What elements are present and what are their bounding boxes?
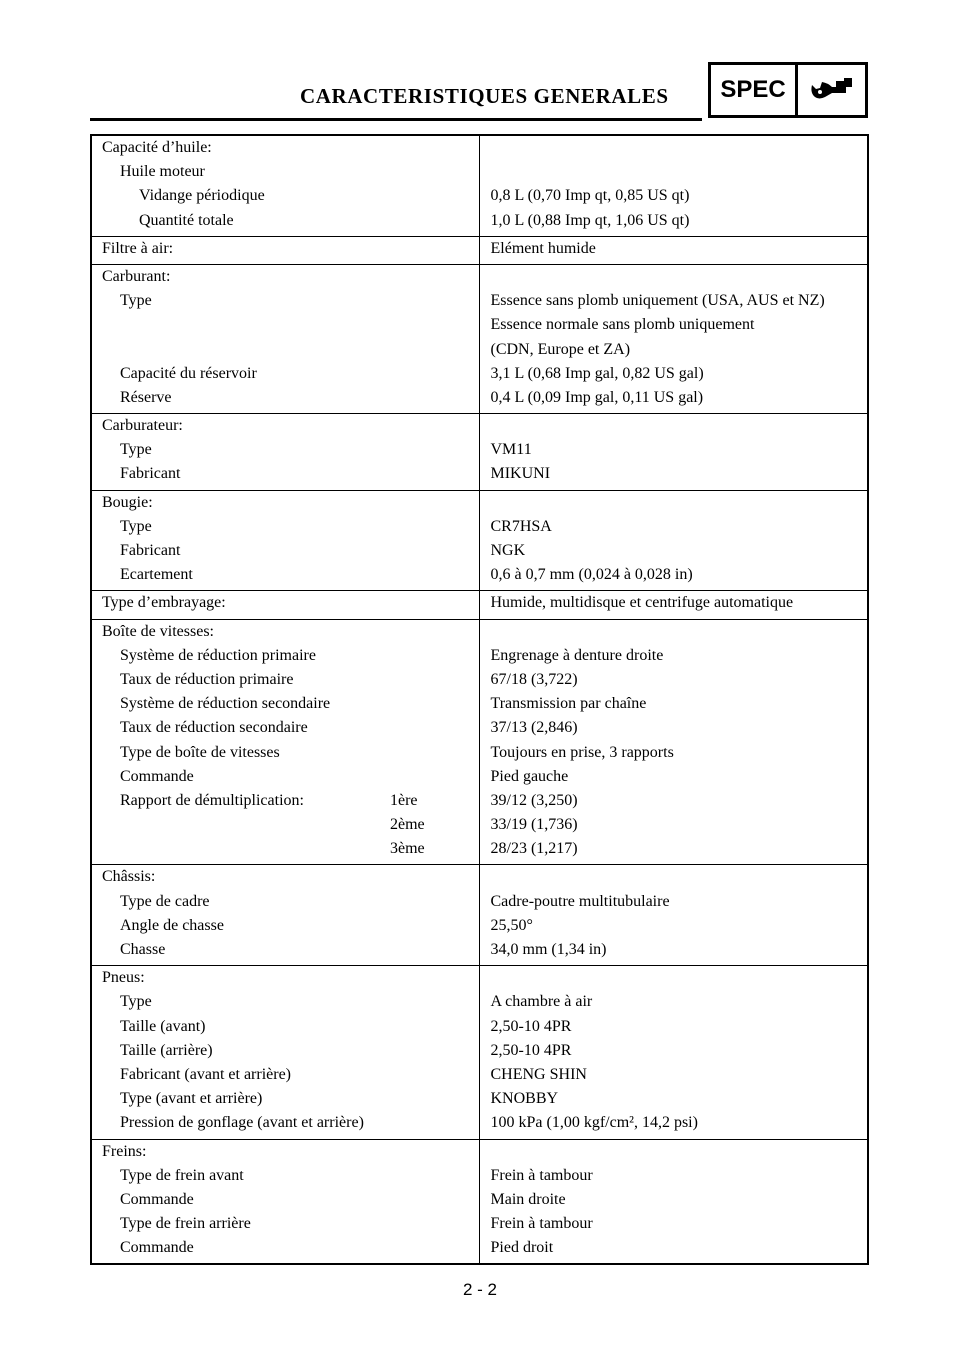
- spec-label: [92, 890, 479, 914]
- wrench-icon: [798, 65, 865, 115]
- spec-section: [91, 1139, 868, 1264]
- spec-value: 2,50-10 4PR: [490, 1041, 572, 1059]
- spec-label-text: Type de frein avant: [120, 1166, 244, 1184]
- spec-label-text: Système de réduction primaire: [120, 646, 316, 664]
- spec-label-text: Capacité du réservoir: [120, 364, 257, 382]
- spec-label-text: Fabricant: [120, 542, 181, 559]
- header-rule: [90, 118, 702, 121]
- spec-section: [91, 414, 868, 491]
- spec-section: [91, 619, 868, 865]
- spec-label-text: Taux de réduction secondaire: [120, 719, 308, 737]
- spec-label: [92, 716, 479, 740]
- spec-label-text: Quantité totale: [139, 211, 234, 229]
- spec-value: 25,50°: [490, 916, 533, 934]
- spec-label-text: Type: [120, 517, 152, 535]
- spec-label-text: Châssis:: [102, 868, 156, 886]
- spec-value: Humide, multidisque et centrifuge automatique: [490, 594, 794, 612]
- spec-value-cell: [479, 490, 868, 591]
- spec-badge: [708, 62, 868, 118]
- spec-section: [91, 264, 868, 413]
- spec-label-cell: [91, 490, 479, 591]
- spec-label: [92, 1063, 479, 1087]
- spec-section: [91, 966, 868, 1139]
- spec-label: [92, 1111, 479, 1135]
- spec-label-cell: [91, 264, 479, 413]
- spec-label-text: Boîte de vitesses:: [102, 622, 214, 640]
- spec-value: Essence sans plomb uniquement (USA, AUS et NZ): [490, 292, 825, 310]
- spec-label-text: Réserve: [120, 388, 172, 406]
- spec-label: [92, 438, 479, 462]
- spec-label: [92, 692, 479, 716]
- spec-label: [92, 462, 479, 486]
- spec-label-text: Taille (avant): [120, 1017, 206, 1035]
- spec-label: [92, 990, 479, 1014]
- spec-value: [480, 414, 868, 438]
- gear-label: 2ème: [390, 816, 425, 834]
- spec-value: CHENG SHIN: [490, 1065, 587, 1083]
- spec-label-text: Commande: [120, 767, 194, 785]
- spec-label-text: Type: [120, 441, 152, 459]
- spec-value: VM11: [490, 441, 532, 459]
- spec-label: [92, 386, 479, 410]
- spec-value: KNOBBY: [490, 1090, 559, 1108]
- spec-value-cell: [479, 236, 868, 264]
- spec-label-text: Type de cadre: [120, 892, 210, 910]
- spec-section: [91, 865, 868, 966]
- spec-label-text: Vidange périodique: [139, 187, 265, 205]
- spec-value-cell: [479, 591, 868, 619]
- spec-label: [92, 160, 479, 184]
- spec-label: [92, 813, 479, 837]
- spec-label: [92, 966, 479, 990]
- spec-label: [92, 1039, 479, 1063]
- spec-value: [480, 1140, 868, 1164]
- spec-value: 0,8 L (0,70 Imp qt, 0,85 US qt): [490, 187, 690, 205]
- spec-label-text: Capacité d’huile:: [102, 139, 212, 156]
- spec-label: [92, 668, 479, 692]
- spec-label: [92, 765, 479, 789]
- spec-value: MIKUNI: [490, 465, 551, 483]
- spec-value: Pied gauche: [490, 767, 569, 785]
- spec-label-text: Carburateur:: [102, 417, 183, 435]
- spec-label: [92, 338, 479, 362]
- spec-value: [480, 966, 868, 990]
- spec-value: 0,6 à 0,7 mm (0,024 à 0,028 in): [490, 566, 693, 584]
- spec-label-text: Type (avant et arrière): [120, 1090, 263, 1108]
- spec-value: Transmission par chaîne: [490, 695, 647, 713]
- spec-label-text: Type de frein arrière: [120, 1215, 251, 1233]
- spec-label: [92, 1087, 479, 1111]
- spec-label-cell: [91, 619, 479, 865]
- spec-label-text: Taille (arrière): [120, 1041, 213, 1059]
- spec-label: [92, 313, 479, 337]
- spec-value: 100 kPa (1,00 kgf/cm², 14,2 psi): [490, 1114, 698, 1132]
- spec-label-text: Ecartement: [120, 566, 193, 584]
- spec-value: 2,50-10 4PR: [490, 1017, 572, 1035]
- spec-label-cell: [91, 591, 479, 619]
- spec-value: Cadre-poutre multitubulaire: [490, 892, 670, 910]
- spec-label: [92, 209, 479, 233]
- spec-label: [92, 491, 479, 515]
- spec-value-cell: [479, 135, 868, 236]
- spec-label: [92, 265, 479, 289]
- spec-label-text: Fabricant (avant et arrière): [120, 1065, 292, 1083]
- spec-label-text: Angle de chasse: [120, 916, 224, 934]
- spec-section: [91, 236, 868, 264]
- spec-value: (CDN, Europe et ZA): [490, 340, 631, 358]
- spec-label: [92, 837, 479, 861]
- spec-value-cell: [479, 1139, 868, 1264]
- spec-value: Elément humide: [490, 239, 596, 257]
- spec-label: [92, 741, 479, 765]
- spec-value: 0,4 L (0,09 Imp gal, 0,11 US gal): [490, 388, 704, 406]
- spec-value: CR7HSA: [490, 517, 552, 535]
- spec-value: Engrenage à denture droite: [490, 646, 664, 664]
- spec-value: [480, 865, 868, 889]
- spec-label-text: Pneus:: [102, 969, 145, 987]
- gear-label: 1ère: [390, 791, 418, 809]
- spec-value: [480, 136, 868, 160]
- spec-value: [480, 491, 868, 515]
- spec-label-text: Bougie:: [102, 493, 153, 511]
- spec-label: [92, 914, 479, 938]
- spec-value-cell: [479, 264, 868, 413]
- spec-value-cell: [479, 619, 868, 865]
- spec-value: [480, 620, 868, 644]
- spec-label: [92, 591, 479, 615]
- spec-label: [92, 789, 479, 813]
- spec-label: [92, 563, 479, 587]
- spec-label: [92, 865, 479, 889]
- spec-label: [92, 414, 479, 438]
- spec-value: Frein à tambour: [490, 1166, 593, 1184]
- spec-label: [92, 1212, 479, 1236]
- spec-label-cell: [91, 414, 479, 491]
- spec-label: [92, 1164, 479, 1188]
- spec-label: [92, 1015, 479, 1039]
- spec-value: Main droite: [490, 1190, 566, 1208]
- spec-label: [92, 515, 479, 539]
- spec-label-text: Carburant:: [102, 267, 171, 285]
- spec-value: 33/19 (1,736): [490, 816, 578, 834]
- spec-value: 67/18 (3,722): [490, 670, 578, 688]
- spec-label: [92, 938, 479, 962]
- spec-value: 28/23 (1,217): [490, 840, 578, 858]
- spec-value: 39/12 (3,250): [490, 791, 578, 809]
- spec-label: [92, 539, 479, 563]
- spec-value: [480, 160, 868, 184]
- spec-label-text: Pression de gonflage (avant et arrière): [120, 1114, 364, 1132]
- page-title: CARACTERISTIQUES GENERALES: [300, 84, 669, 108]
- spec-label-cell: [91, 236, 479, 264]
- spec-label-text: Fabricant: [120, 465, 181, 483]
- spec-value: 34,0 mm (1,34 in): [490, 941, 607, 958]
- spec-value: [480, 265, 868, 289]
- spec-table: [90, 134, 869, 1265]
- spec-value: Frein à tambour: [490, 1215, 593, 1233]
- spec-label: [92, 237, 479, 261]
- spec-label: SPEC: [711, 65, 798, 115]
- spec-label: [92, 1188, 479, 1212]
- spec-label-text: Type de boîte de vitesses: [120, 743, 280, 761]
- page-number: 2 - 2: [462, 1280, 498, 1299]
- spec-label-text: Commande: [120, 1239, 194, 1257]
- spec-value: 3,1 L (0,68 Imp gal, 0,82 US gal): [490, 364, 704, 382]
- spec-value: Essence normale sans plomb uniquement: [490, 316, 755, 334]
- spec-value-cell: [479, 414, 868, 491]
- spec-label-text: Type: [120, 292, 152, 310]
- spec-value: Pied droit: [490, 1239, 554, 1257]
- spec-value: 37/13 (2,846): [490, 719, 578, 737]
- spec-label: [92, 1140, 479, 1164]
- spec-section: [91, 591, 868, 619]
- spec-label: [92, 620, 479, 644]
- spec-label: [92, 184, 479, 208]
- spec-label-text: Type: [120, 993, 152, 1011]
- spec-label: [92, 289, 479, 313]
- spec-label-cell: [91, 135, 479, 236]
- spec-label-text: Filtre à air:: [102, 239, 174, 257]
- spec-label: [92, 136, 479, 160]
- spec-label-cell: [91, 966, 479, 1139]
- spec-label-text: Rapport de démultiplication:: [120, 791, 304, 809]
- gear-label: 3ème: [390, 840, 425, 858]
- spec-label: [92, 644, 479, 668]
- spec-value-cell: [479, 865, 868, 966]
- spec-label: [92, 362, 479, 386]
- spec-label-text: Système de réduction secondaire: [120, 695, 331, 713]
- spec-label-text: Huile moteur: [120, 163, 205, 181]
- spec-label-text: Commande: [120, 1190, 194, 1208]
- spec-label-text: Taux de réduction primaire: [120, 670, 294, 688]
- spec-value-cell: [479, 966, 868, 1139]
- spec-section: [91, 490, 868, 591]
- spec-label: [92, 1236, 479, 1260]
- spec-value: NGK: [490, 542, 526, 559]
- spec-label-cell: [91, 865, 479, 966]
- spec-value: A chambre à air: [490, 993, 593, 1011]
- spec-label-text: Type d’embrayage:: [102, 594, 226, 612]
- spec-label-text: Chasse: [120, 941, 166, 958]
- spec-value: 1,0 L (0,88 Imp qt, 1,06 US qt): [490, 211, 690, 229]
- spec-label-cell: [91, 1139, 479, 1264]
- spec-section: [91, 135, 868, 236]
- spec-label-text: Freins:: [102, 1142, 147, 1160]
- spec-value: Toujours en prise, 3 rapports: [490, 743, 674, 761]
